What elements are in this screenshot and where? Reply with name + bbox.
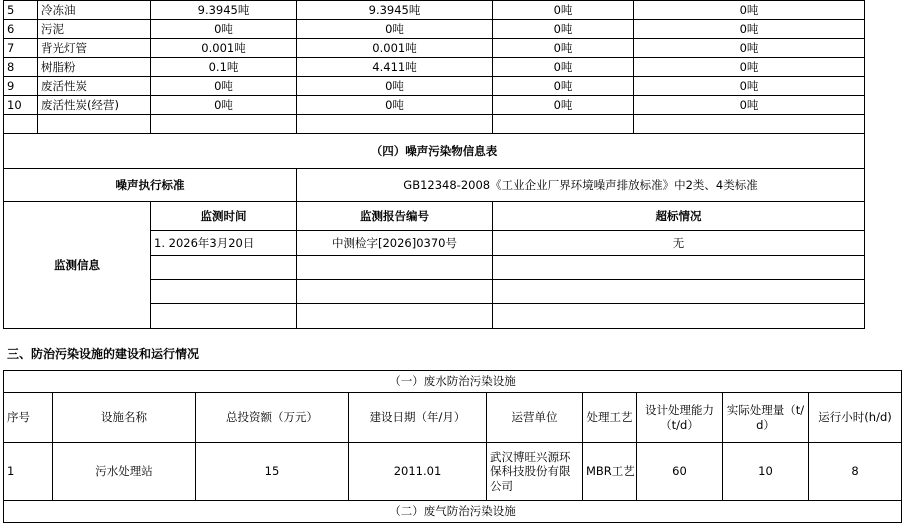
waste-value-4: 0吨 [634, 77, 865, 96]
noise-standard-value: GB12348-2008《工业企业厂界环境噪声排放标准》中2类、4类标准 [297, 169, 865, 202]
row-number: 8 [4, 58, 38, 77]
row-number: 5 [4, 1, 38, 20]
row-number: 9 [4, 77, 38, 96]
waste-name: 背光灯管 [38, 39, 151, 58]
table-row [4, 39, 865, 58]
wastegas-facilities-title: （二）废气防治污染设施 [4, 501, 902, 523]
waste-value-3: 0吨 [493, 58, 634, 77]
header-run-hours: 运行小时(h/d) [809, 393, 902, 443]
pollution-facilities-table [3, 370, 902, 523]
waste-value-2: 4.411吨 [297, 58, 493, 77]
wastewater-facilities-title: （一）废水防治污染设施 [4, 371, 902, 393]
waste-value-2: 9.3945吨 [297, 1, 493, 20]
table-row-empty [4, 115, 865, 134]
section-3-heading: 三、防治污染设施的建设和运行情况 [7, 347, 200, 361]
header-process: 处理工艺 [583, 393, 637, 443]
waste-value-3: 0吨 [493, 77, 634, 96]
waste-and-noise-table [3, 0, 865, 329]
table-row [4, 443, 902, 501]
waste-name: 废活性炭 [38, 77, 151, 96]
table-row [4, 77, 865, 96]
monitor-time: 1. 2026年3月20日 [151, 231, 297, 256]
waste-value-4: 0吨 [634, 58, 865, 77]
waste-value-4: 0吨 [634, 96, 865, 115]
waste-value-4: 0吨 [634, 20, 865, 39]
table-row [4, 1, 865, 20]
waste-value-3: 0吨 [493, 1, 634, 20]
waste-value-4: 0吨 [634, 39, 865, 58]
waste-value-1: 0吨 [151, 77, 297, 96]
waste-value-3: 0吨 [493, 96, 634, 115]
waste-value-2: 0.001吨 [297, 39, 493, 58]
waste-value-1: 0.001吨 [151, 39, 297, 58]
waste-name: 废活性炭(经营) [38, 96, 151, 115]
monitor-report-number: 中测检字[2026]0370号 [297, 231, 493, 256]
header-build-date: 建设日期（年/月） [349, 393, 487, 443]
facility-build-date: 2011.01 [349, 443, 487, 501]
facility-process: MBR工艺 [583, 443, 637, 501]
facility-name: 污水处理站 [53, 443, 196, 501]
waste-value-2: 0吨 [297, 77, 493, 96]
waste-value-2: 0吨 [297, 20, 493, 39]
exceed-header: 超标情况 [493, 202, 865, 231]
header-design-capacity: 设计处理能力（t/d） [637, 393, 723, 443]
facility-run-hours: 8 [809, 443, 902, 501]
facility-design-capacity: 60 [637, 443, 723, 501]
waste-value-2: 0吨 [297, 96, 493, 115]
row-number: 10 [4, 96, 38, 115]
waste-name: 冷冻油 [38, 1, 151, 20]
header-investment: 总投资额（万元） [196, 393, 349, 443]
facility-no: 1 [4, 443, 53, 501]
waste-value-3: 0吨 [493, 39, 634, 58]
noise-standard-label: 噪声执行标准 [4, 169, 297, 202]
monitor-report-header: 监测报告编号 [297, 202, 493, 231]
table-row [4, 58, 865, 77]
exceed-status: 无 [493, 231, 865, 256]
monitor-time-header: 监测时间 [151, 202, 297, 231]
table-row [4, 96, 865, 115]
row-number: 6 [4, 20, 38, 39]
header-facility-name: 设施名称 [53, 393, 196, 443]
waste-value-4: 0吨 [634, 1, 865, 20]
waste-value-3: 0吨 [493, 20, 634, 39]
table-row [4, 20, 865, 39]
waste-value-1: 0吨 [151, 20, 297, 39]
facility-actual-volume: 10 [723, 443, 809, 501]
header-no: 序号 [4, 393, 53, 443]
waste-name: 树脂粉 [38, 58, 151, 77]
waste-name: 污泥 [38, 20, 151, 39]
waste-value-1: 0吨 [151, 96, 297, 115]
waste-value-1: 0.1吨 [151, 58, 297, 77]
header-operator: 运营单位 [487, 393, 583, 443]
noise-table-title: （四）噪声污染物信息表 [4, 134, 865, 169]
monitor-info-label: 监测信息 [4, 202, 151, 329]
waste-value-1: 9.3945吨 [151, 1, 297, 20]
facility-operator: 武汉博旺兴源环保科技股份有限公司 [487, 443, 583, 501]
header-actual-volume: 实际处理量（t/d） [723, 393, 809, 443]
facility-investment: 15 [196, 443, 349, 501]
row-number: 7 [4, 39, 38, 58]
